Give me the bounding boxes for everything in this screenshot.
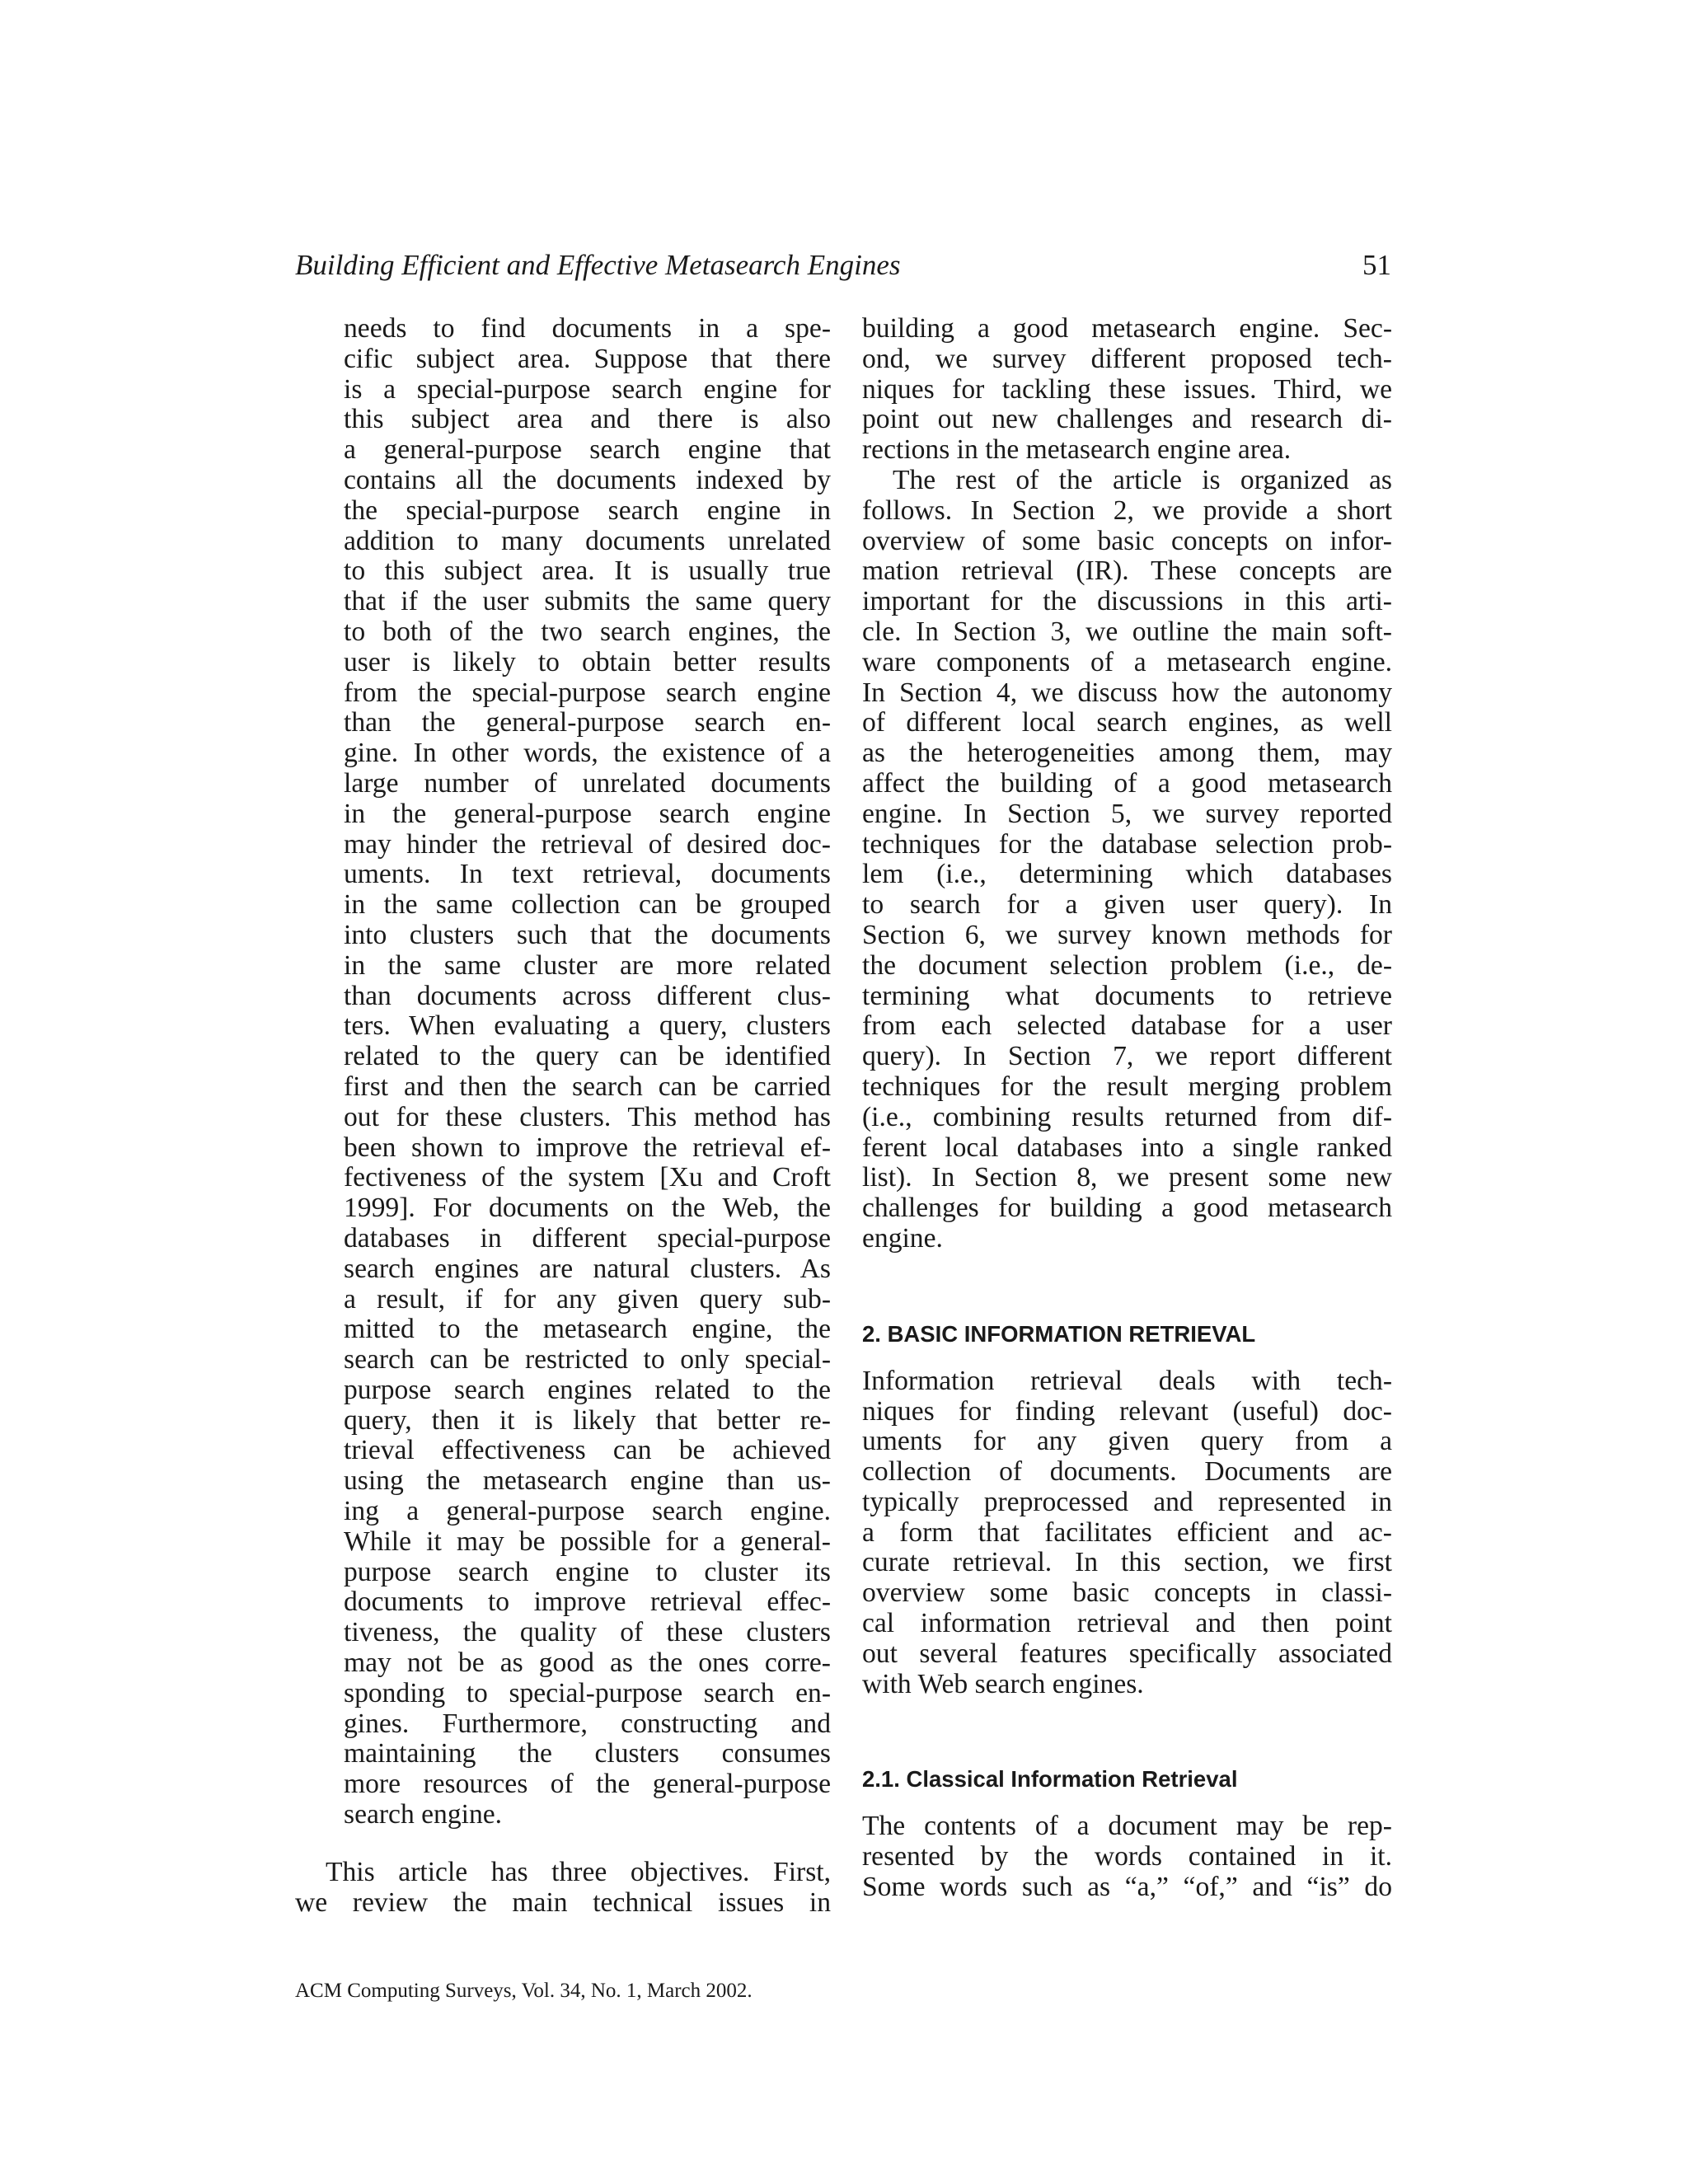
text-line: cle. In Section 3, we outline the main soft- — [862, 616, 1392, 647]
text-line: important for the discussions in this arti- — [862, 586, 1392, 617]
text-line: from each selected database for a user — [862, 1010, 1392, 1042]
text-line: ferent local databases into a single ranked — [862, 1132, 1392, 1163]
text-line: engine. — [862, 1222, 943, 1254]
text-line: trieval effectiveness can be achieved — [344, 1435, 831, 1466]
text-line: search can be restricted to only special- — [344, 1344, 831, 1376]
subsection-heading: 2.1. Classical Information Retrieval — [862, 1766, 1238, 1793]
text-line: search engine. — [344, 1799, 503, 1830]
text-line: The rest of the article is organized as — [893, 464, 1392, 495]
text-line: gine. In other words, the existence of a — [344, 738, 831, 769]
text-line: niques for finding relevant (useful) doc- — [862, 1395, 1392, 1427]
text-line: from the special-purpose search engine — [344, 677, 831, 708]
paragraph-gap — [295, 1830, 831, 1858]
text-line: mitted to the metasearch engine, the — [344, 1314, 831, 1345]
text-line: in the general-purpose search engine — [344, 798, 831, 829]
text-line: ing a general-purpose search engine. — [344, 1496, 831, 1527]
text-line: sponding to special-purpose search en- — [344, 1677, 831, 1708]
text-line: lem (i.e., determining which databases — [862, 859, 1392, 890]
text-line: Information retrieval deals with tech- — [862, 1365, 1392, 1396]
text-line: to search for a given user query). In — [862, 889, 1392, 921]
left-paragraph-2 — [295, 1858, 831, 1919]
text-line: search engines are natural clusters. As — [344, 1253, 831, 1284]
text-line: tiveness, the quality of these clusters — [344, 1617, 831, 1648]
text-line: cific subject area. Suppose that there — [344, 343, 831, 374]
text-line: 1999]. For documents on the Web, the — [344, 1193, 831, 1224]
text-line: user is likely to obtain better results — [344, 646, 831, 677]
footer-citation: ACM Computing Surveys, Vol. 34, No. 1, March 2002. — [295, 1980, 753, 2002]
text-line: techniques for the result merging problem — [862, 1071, 1392, 1102]
text-line: to this subject area. It is usually true — [344, 555, 831, 587]
text-line: addition to many documents unrelated — [344, 525, 831, 556]
text-line: ware components of a metasearch engine. — [862, 646, 1392, 677]
text-line: query). In Section 7, we report different — [862, 1041, 1392, 1072]
text-line: using the metasearch engine than us- — [344, 1465, 831, 1497]
text-line: out for these clusters. This method has — [344, 1101, 831, 1132]
text-line: is a special-purpose search engine for — [344, 373, 831, 405]
text-line: building a good metasearch engine. Sec- — [862, 313, 1392, 344]
text-line: than the general-purpose search en- — [344, 707, 831, 738]
text-line: related to the query can be identified — [344, 1041, 831, 1072]
text-line: overview some basic concepts in classi- — [862, 1577, 1392, 1609]
text-line: challenges for building a good metasearch — [862, 1193, 1392, 1224]
text-line: mation retrieval (IR). These concepts are — [862, 555, 1392, 587]
text-line: ond, we survey different proposed tech- — [862, 343, 1392, 374]
text-line: The contents of a document may be rep- — [862, 1811, 1392, 1842]
text-line: a general-purpose search engine that — [344, 434, 831, 466]
text-line: may hinder the retrieval of desired doc- — [344, 828, 831, 860]
right-column — [862, 314, 1392, 1903]
text-line: techniques for the database selection prob- — [862, 828, 1392, 860]
text-line: documents to improve retrieval effec- — [344, 1586, 831, 1618]
text-line: query, then it is likely that better re- — [344, 1404, 831, 1436]
text-line: termining what documents to retrieve — [862, 980, 1392, 1011]
text-line: the special-purpose search engine in — [344, 494, 831, 526]
text-line: engine. In Section 5, we survey reported — [862, 798, 1392, 829]
text-line: While it may be possible for a general- — [344, 1526, 831, 1557]
text-line: that if the user submits the same query — [344, 586, 831, 617]
text-line: in the same cluster are more related — [344, 949, 831, 981]
heading-gap — [862, 1796, 1392, 1811]
text-line: purpose search engines related to the — [344, 1374, 831, 1405]
text-line: fectiveness of the system [Xu and Croft — [344, 1162, 831, 1193]
section-gap — [862, 1254, 1392, 1318]
text-line: typically preprocessed and represented in — [862, 1486, 1392, 1517]
text-line: ters. When evaluating a query, clusters — [344, 1010, 831, 1042]
left-column — [295, 314, 831, 1918]
text-line: rections in the metasearch engine area. — [862, 434, 1292, 466]
text-line: overview of some basic concepts on infor- — [862, 525, 1392, 556]
text-line: resented by the words contained in it. — [862, 1841, 1392, 1872]
text-line: in the same collection can be grouped — [344, 889, 831, 921]
text-line: uments for any given query from a — [862, 1426, 1392, 1457]
section-heading: 2. BASIC INFORMATION RETRIEVAL — [862, 1320, 1256, 1347]
text-line: as the heterogeneities among them, may — [862, 738, 1392, 769]
text-line: Section 6, we survey known methods for — [862, 919, 1392, 950]
left-paragraph-1 — [295, 314, 831, 1830]
text-line: (i.e., combining results returned from dif- — [862, 1101, 1392, 1132]
text-line: curate retrieval. In this section, we first — [862, 1547, 1392, 1578]
text-line: contains all the documents indexed by — [344, 464, 831, 495]
text-line: collection of documents. Documents are — [862, 1456, 1392, 1488]
running-head — [295, 247, 1391, 284]
text-line: affect the building of a good metasearch — [862, 767, 1392, 799]
text-line: uments. In text retrieval, documents — [344, 859, 831, 890]
text-line: point out new challenges and research di- — [862, 404, 1392, 435]
text-line: databases in different special-purpose — [344, 1222, 831, 1254]
text-line: cal information retrieval and then point — [862, 1608, 1392, 1639]
text-line: more resources of the general-purpose — [344, 1769, 831, 1800]
text-line: with Web search engines. — [862, 1668, 1144, 1699]
text-line: been shown to improve the retrieval ef- — [344, 1132, 831, 1163]
text-line: needs to find documents in a spe- — [344, 313, 831, 344]
text-line: follows. In Section 2, we provide a short — [862, 494, 1392, 526]
text-line: Some words such as “a,” “of,” and “is” do — [862, 1872, 1392, 1903]
text-line: the document selection problem (i.e., de- — [862, 949, 1392, 981]
text-line: first and then the search can be carried — [344, 1071, 831, 1102]
text-line: into clusters such that the documents — [344, 919, 831, 950]
text-line: purpose search engine to cluster its — [344, 1556, 831, 1587]
text-line: of different local search engines, as well — [862, 707, 1392, 738]
section-2-1-paragraph — [862, 1811, 1392, 1902]
section-2-paragraph — [862, 1366, 1392, 1700]
section-gap — [862, 1699, 1392, 1763]
right-paragraph-2 — [862, 466, 1392, 1254]
text-line: than documents across different clus- — [344, 980, 831, 1011]
text-line: This article has three objectives. First, — [326, 1856, 831, 1887]
text-line: list). In Section 8, we present some new — [862, 1162, 1392, 1193]
text-line: a form that facilitates efficient and ac- — [862, 1516, 1392, 1548]
text-line: large number of unrelated documents — [344, 767, 831, 799]
text-line: gines. Furthermore, constructing and — [344, 1708, 831, 1739]
text-line: In Section 4, we discuss how the autonomy — [862, 677, 1392, 708]
heading-gap — [862, 1351, 1392, 1366]
text-line: maintaining the clusters consumes — [344, 1738, 831, 1769]
running-head-title: Building Efficient and Effective Metasearch Engines — [295, 249, 901, 281]
text-line: this subject area and there is also — [344, 404, 831, 435]
right-paragraph-1 — [862, 314, 1392, 466]
text-line: we review the main technical issues in — [295, 1886, 831, 1918]
text-line: to both of the two search engines, the — [344, 616, 831, 647]
text-line: may not be as good as the ones corre- — [344, 1647, 831, 1679]
page-number: 51 — [1362, 249, 1391, 281]
text-line: niques for tackling these issues. Third, we — [862, 373, 1392, 405]
text-line: a result, if for any given query sub- — [344, 1283, 831, 1315]
text-line: out several features specifically associated — [862, 1638, 1392, 1669]
